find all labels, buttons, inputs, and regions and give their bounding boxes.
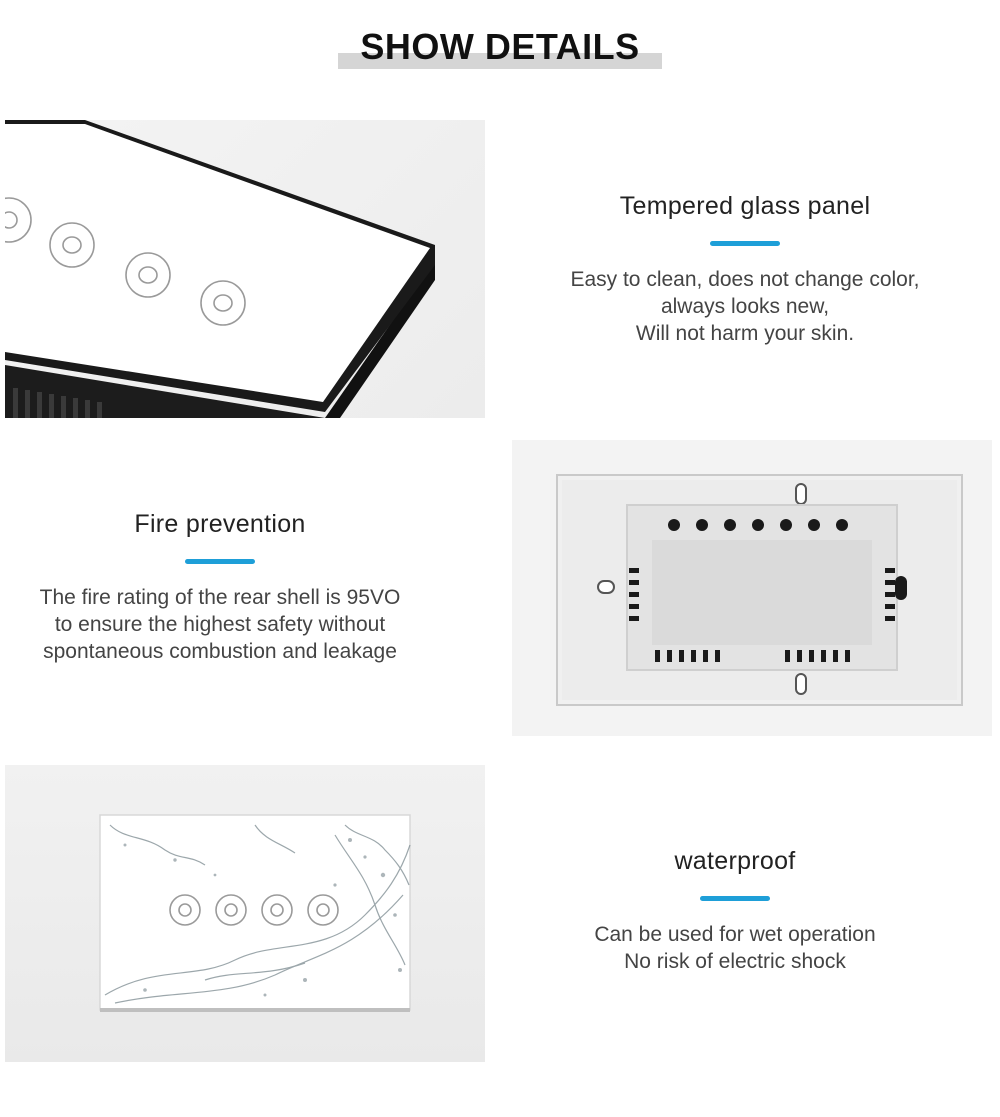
accent-line [710,241,780,246]
water-splash-switch-photo [5,765,485,1062]
description-line: No risk of electric shock [624,950,846,973]
feature-title: waterproof [674,847,796,875]
description-line: spontaneous combustion and leakage [43,640,397,663]
description-line: Will not harm your skin. [635,322,855,345]
feature-text [20,510,420,665]
feature-title: Fire prevention [134,510,306,538]
feature-fire-prevention [0,440,1000,740]
description-line: always looks new, [660,295,830,318]
feature-description [20,584,420,665]
page-header [0,0,1000,100]
feature-title: Tempered glass panel [619,192,871,220]
feature-description [510,921,960,975]
description-line: to ensure the highest safety without [54,613,386,636]
feature-tempered-glass [0,120,1000,420]
description-line: Can be used for wet operation [594,923,876,946]
glass-panel-illustration [5,120,485,418]
feature-text [510,847,960,975]
accent-line [700,896,770,901]
switch-rear-shell-photo [512,440,992,736]
waterproof-illustration [5,765,485,1062]
description-line: Easy to clean, does not change color, [570,268,920,291]
accent-line [185,559,255,564]
glass-panel-switch-photo [5,120,485,418]
rear-shell-illustration [512,440,992,736]
feature-description [520,266,970,347]
feature-text [520,192,970,347]
description-line: The fire rating of the rear shell is 95VO [39,586,401,609]
feature-waterproof [0,765,1000,1065]
page-title: SHOW DETAILS [360,26,640,67]
